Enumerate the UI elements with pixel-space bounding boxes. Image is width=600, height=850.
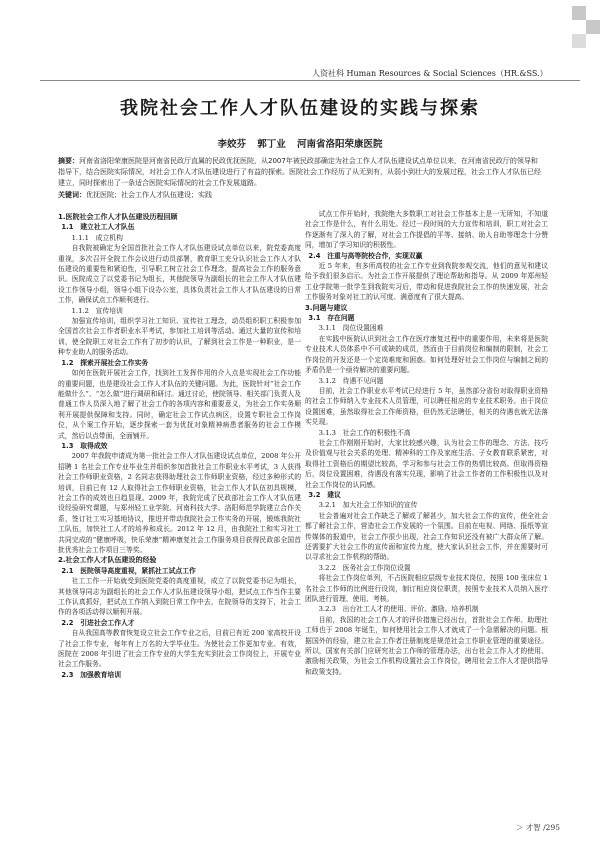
paragraph: 目前，社会工作职业水平考试已经进行 5 年，虽然部分省份对取得职业资格的社会工作师纳入专业技术人员管理，可以聘任相应的专业技术职务。由于岗位设置困难，虽然取得社会工作师资格，但仍然无法聘任，相关的待遇也就无法落实兑现。 [305,386,548,427]
subsection-heading: 2.1 医院领导高度重视，紧抓社工试点工作 [61,566,196,575]
section-heading: 1.医院社会工作人才队伍建设历程回顾 [58,213,178,221]
corner-decoration [560,0,600,60]
page-title: 我院社会工作人才队伍建设的实践与探索 [120,98,480,119]
section-header: 人资社科 Human Resources & Social Sciences（HR.&SS.） [312,69,548,78]
subsubsection-heading: 3.2.2 医务社会工作岗位设置 [318,563,411,572]
paragraph: 2007 年我院申请成为第一批社会工作人才队伍建设试点单位，2008 年公开招聘 1 名社会工作专业毕业生并组织参加首批社会工作职业水平考试，3 人获得社会工作师职业资格，2 名同志获得助理社会工作师职业资格，经过多种形式的培训，目前已有 12 人取得社会工作师职业资格，社会工作人才队伍初具规模，社会工作的成效也日趋显现。2009 年，我院完成了民政部社会工作人才队伍建设经验研究课题，与郑州轻工业学院、河南科技大学、洛阳师范学院建立合作关系，签订社工实习基地协议，推进并带动我院社会工作实务的开展，锻炼我院社工队伍，加快社工人才的培养和成长。2012 年 12 月，由我院社工和实习社工共同完成的“健康呼吸，快乐荣康”精神康复社会工作服务项目获得民政部全国首批优秀社会工作项目三等奖。 [58,452,301,554]
paragraph: 社会普遍对社会工作缺乏了解或了解甚少，加大社会工作的宣传，使全社会都了解社会工作，营造社会工作发展的一个氛围。目前在电视、网络、报纸等宣传媒体的报道中，社会工作很少出现，社会工作知识还没有被广大群众所了解。还需要扩大社会工作的宣传面和宣传力度，使大家认识社会工作，并在需要时可以寻求社会工作机构的帮助。 [305,511,548,562]
subsubsection-heading: 3.2.1 加大社会工作知识的宣传 [318,501,418,510]
abstract-label: 摘要： [58,157,79,165]
paragraph: 自我院被确定为全国首批社会工作人才队伍建设试点单位以来，院党委高度重视，多次召开全院工作会议进行动员部署，教育职工充分认识社会工作人才队伍建设的重要性和紧迫性，引导职工树立社会工作理念，提高社会工作的服务意识。医院成立了以党委书记为组长，其他院领导为副组长的社会工作人才队伍建设工作领导小组，领导小组下设办公室，具体负责社会工作人才队伍建设的日常工作，确保试点工作顺利进行。 [58,244,301,305]
paragraph: 目前，我国的社会工作人才的评价措施已经出台，首批社会工作师、助理社工师也于 2008 年诞生，如何使用社会工作人才就成了一个急需解决的问题。根据国外的经验，建立社会工作者注册制度是规范社会工作职业管理的重要途径。所以，国家有关部门应研究社会工作师的管理办法，出台社会工作人才的使用、激励相关政策，为社会工作机构设置社会工作岗位，聘用社会工作人才提供指导和政策支持。 [305,615,548,676]
subsubsection-heading: 1.1.1 成立机构 [71,233,123,242]
paragraph: 自从我国高等教育恢复设立社会工作专业之后，目前已有近 200 家高校开设了社会工作专业，每年有上万名的大学毕业生。为使社会工作更加专业、有效，医院在 2008 年引进了社会工作专业的大学生充实到社会工作岗位上，开展专业社会工作服务。 [58,629,301,669]
abstract [58,156,544,201]
subsubsection-heading: 3.2.3 出台社工人才的使用、评价、激励、培养机制 [318,605,479,614]
keywords-label: 关键词： [58,191,86,199]
authors: 李姣芬 郭丁业 河南省洛阳荣康医院 [217,139,383,150]
subsection-heading: 3.1 存在问题 [308,314,355,323]
subsection-heading: 2.2 引进社会工作人才 [61,618,135,627]
subsection-heading: 3.2 建议 [308,490,341,499]
subsubsection-heading: 3.1.3 社会工作的积极性不高 [318,428,411,437]
subsection-heading: 2.3 加强教育培训 [61,670,122,679]
subsection-heading: 1.3 取得成效 [61,441,108,450]
subsubsection-heading: 3.1.2 待遇不见问题 [318,376,384,385]
abstract-text: 河南省洛阳荣康医院是河南省民政厅直属的民政优抚医院，从2007年被民政部确定为社会工作人才队伍建设试点单位以来，在河南省民政厅的领导和指导下，结合医院实际情况，对社会工作人才队伍建设进行了有益的探索。医院社会工作经历了从无到有，从弱小到壮大的发展过程，社会工作人才队伍已经建立，同时探索出了一条适合医院实际情况的社会工作发展道路。 [58,157,541,187]
right-column [305,209,548,814]
paragraph: 如何在医院开展社会工作，找到社工发挥作用的介入点是实现社会工作功能的重要问题，也是建设社会工作人才队伍的关键问题。为此，医院针对“社会工作能做什么”、“怎么做”进行调研和研讨。通过讨论，使院领导、相关部门负责人及普通工作人员深入地了解了社会工作的各项内容和重要意义，为社会工作实务顺利开展提供保障和支持。同时，确定社会工作试点病区，设置专职社会工作岗位，从个案工作开始，逐步探索一套为优抚对象精神病患者服务的社会工作模式，然后以点带面，全面铺开。 [58,369,301,440]
section-heading: 2.社会工作人才队伍建设的经验 [58,556,157,565]
paragraph: 加强宣传培训，组织学习社工知识、宣传社工理念，动员组织职工积极参加全国首次社会工作者职业水平考试，参加社工培训等活动。通过大量的宣传和培训，使全院职工对社会工作有了初步的认识，了解到社会工作是一种职业，是一种专业助人的服务活动。 [58,317,301,357]
paragraph: 近 5 年来，有多所高校的社会工作专业到我院参观交流，他们的意见和建议给予我们很多启示。为社会工作开展提供了理论帮助和指导。从 2009 年郑州轻工业学院第一批学生到我院实习后，带动和促进我院社会工作的快速发展，社会工作服务对象对社工的认可度、满意度有了很大提高。 [305,262,548,302]
subsection-heading: 1.2 探索开展社会工作实务 [61,358,149,367]
subsection-heading: 2.4 注重与高等院校合作，实现双赢 [308,251,423,260]
paragraph: 将社会工作岗位单列，不占医院相应层级专业技术岗位，按照 100 张床位 1 名社会工作师的比例进行设岗，制订相应岗位职责，按照专业技术人员纳入医疗团队进行管理、使用、考核。 [305,574,548,604]
paragraph: 在实践中医院认识到社会工作在医疗康复过程中的重要作用，未来将是医院专业技术人员体系中不可或缺的成员，然而由于目前岗位和编制的限制，社会工作岗位的开发还是一个定岗难度和困惑。如何处理好社会工作岗位与编制之间的矛盾仍是一个亟待解决的重要问题。 [305,334,548,375]
keywords-text: 优抚医院；社会工作人才队伍建设；实践 [86,191,212,199]
subsubsection-heading: 3.1.1 岗位设置困难 [318,324,384,333]
subsubsection-heading: 1.1.2 宣传培训 [71,306,123,315]
page-footer: ＞ 才智 /295 [515,823,560,832]
keywords [58,190,544,201]
paragraph: 社会工作刚刚开始时，大家比较感兴趣，认为社会工作的理念、方法、技巧及价值观与社会关系的处理、精神科的工作及家庭生活、子女教育联系紧密，对取得社工资格后的期望比较高，学习和参与社会工作的热情比较高。但取得资格后，岗位设置困难，待遇没有落实兑现，影响了社会工作者的工作积极性以及对社会工作岗位的认同感。 [305,438,548,489]
subsection-heading: 1.1 建立社工人才队伍 [61,223,135,232]
paragraph: 试点工作开始时，我院绝大多数职工对社会工作基本上是一无所知，不知道社会工作是什么，有什么用处。经过一段时间的大力宣传和培训，职工对社会工作逐渐有了深入的了解，对社会工作提倡的平等、接纳、助人自助等理念十分赞同，增加了学习知识的积极性。 [305,210,548,250]
section-heading: 3.问题与建议 [305,303,348,312]
left-column [58,212,301,817]
paragraph: 社工工作一开始就受到医院党委的高度重视，成立了以院党委书记为组长，其他领导同志为副组长的社会工作人才队伍建设领导小组，把试点工作当作主要工作认真抓好，把试点工作纳入到院日常工作中去，在院领导的支持下，社会工作的各项活动得以顺利开展。 [58,577,301,617]
header-rule [40,80,580,81]
